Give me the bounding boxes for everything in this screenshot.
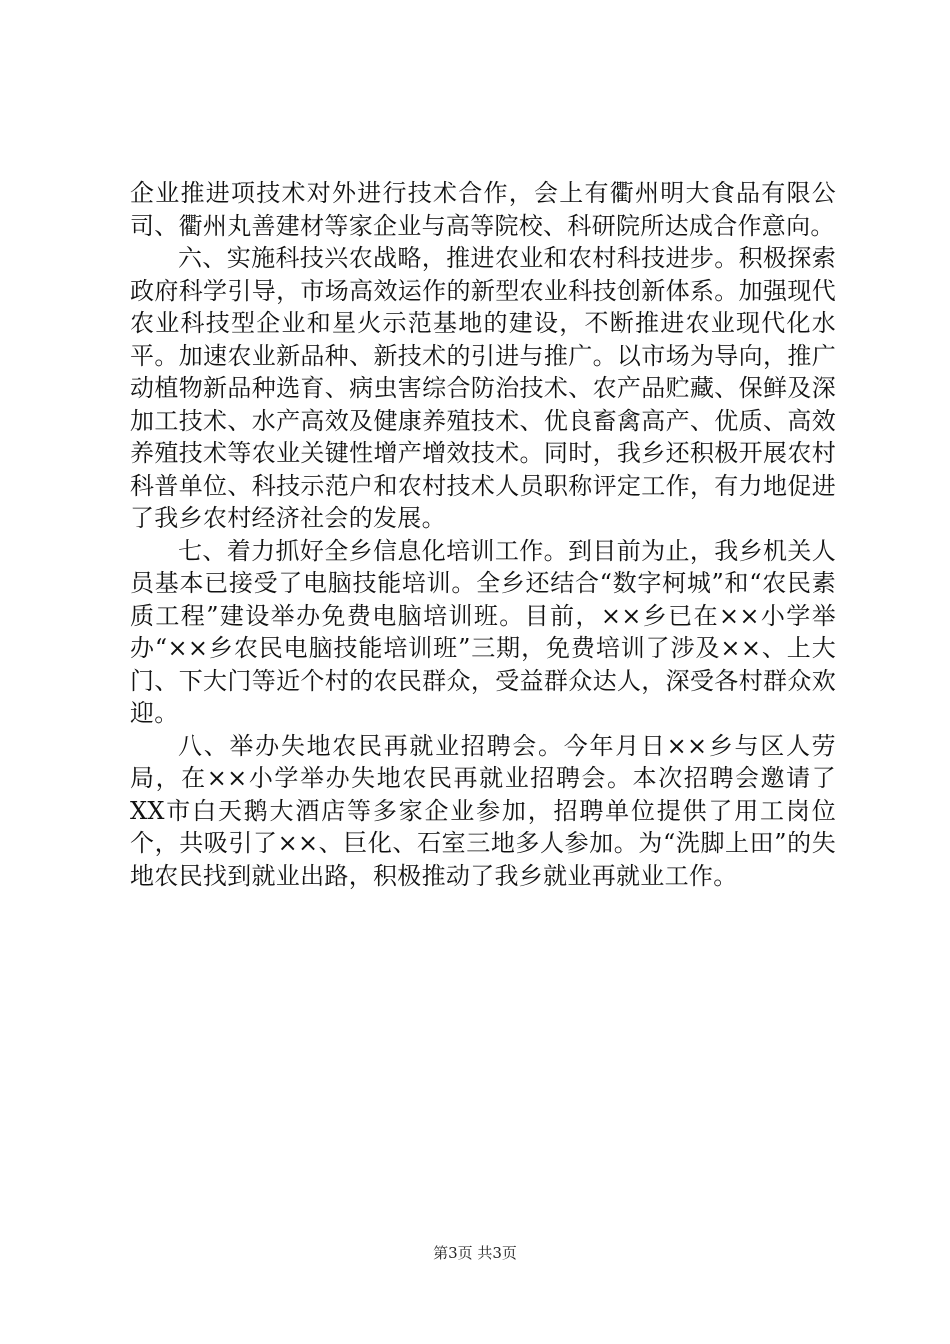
- paragraph-seven: 七、着力抓好全乡信息化培训工作。到目前为止，我乡机关人员基本已接受了电脑技能培训。全乡还结合“数字柯城”和“农民素质工程”建设举办免费电脑培训班。目前，××乡已在××小学举办“××乡农民电脑技能培训班”三期，免费培训了涉及××、上大门、下大门等近个村的农民群众，受益群众达人，深受各村群众欢迎。: [130, 536, 836, 727]
- paragraph-six: 六、实施科技兴农战略，推进农业和农村科技进步。积极探索政府科学引导，市场高效运作的新型农业科技创新体系。加强现代农业科技型企业和星火示范基地的建设，不断推进农业现代化水平。加速农业新品种、新技术的引进与推广。以市场为导向，推广动植物新品种选育、病虫害综合防治技术、农产品贮藏、保鲜及深加工技术、水产高效及健康养殖技术、优良畜禽高产、优质、高效养殖技术等农业关键性增产增效技术。同时，我乡还积极开展农村科普单位、科技示范户和农村技术人员职称评定工作，有力地促进了我乡农村经济社会的发展。: [130, 244, 836, 532]
- paragraph-continuation: 企业推进项技术对外进行技术合作，会上有衢州明大食品有限公司、衢州丸善建材等家企业与高等院校、科研院所达成合作意向。: [130, 179, 836, 240]
- paragraph-eight: 八、举办失地农民再就业招聘会。今年月日××乡与区人劳局，在××小学举办失地农民再就业招聘会。本次招聘会邀请了XX市白天鹅大酒店等多家企业参加，招聘单位提供了用工岗位个，共吸引了××、巨化、石室三地多人参加。为“洗脚上田”的失地农民找到就业出路，积极推动了我乡就业再就业工作。: [130, 731, 836, 890]
- document-body: [130, 177, 836, 892]
- page-footer: 第3页 共3页: [433, 1244, 517, 1262]
